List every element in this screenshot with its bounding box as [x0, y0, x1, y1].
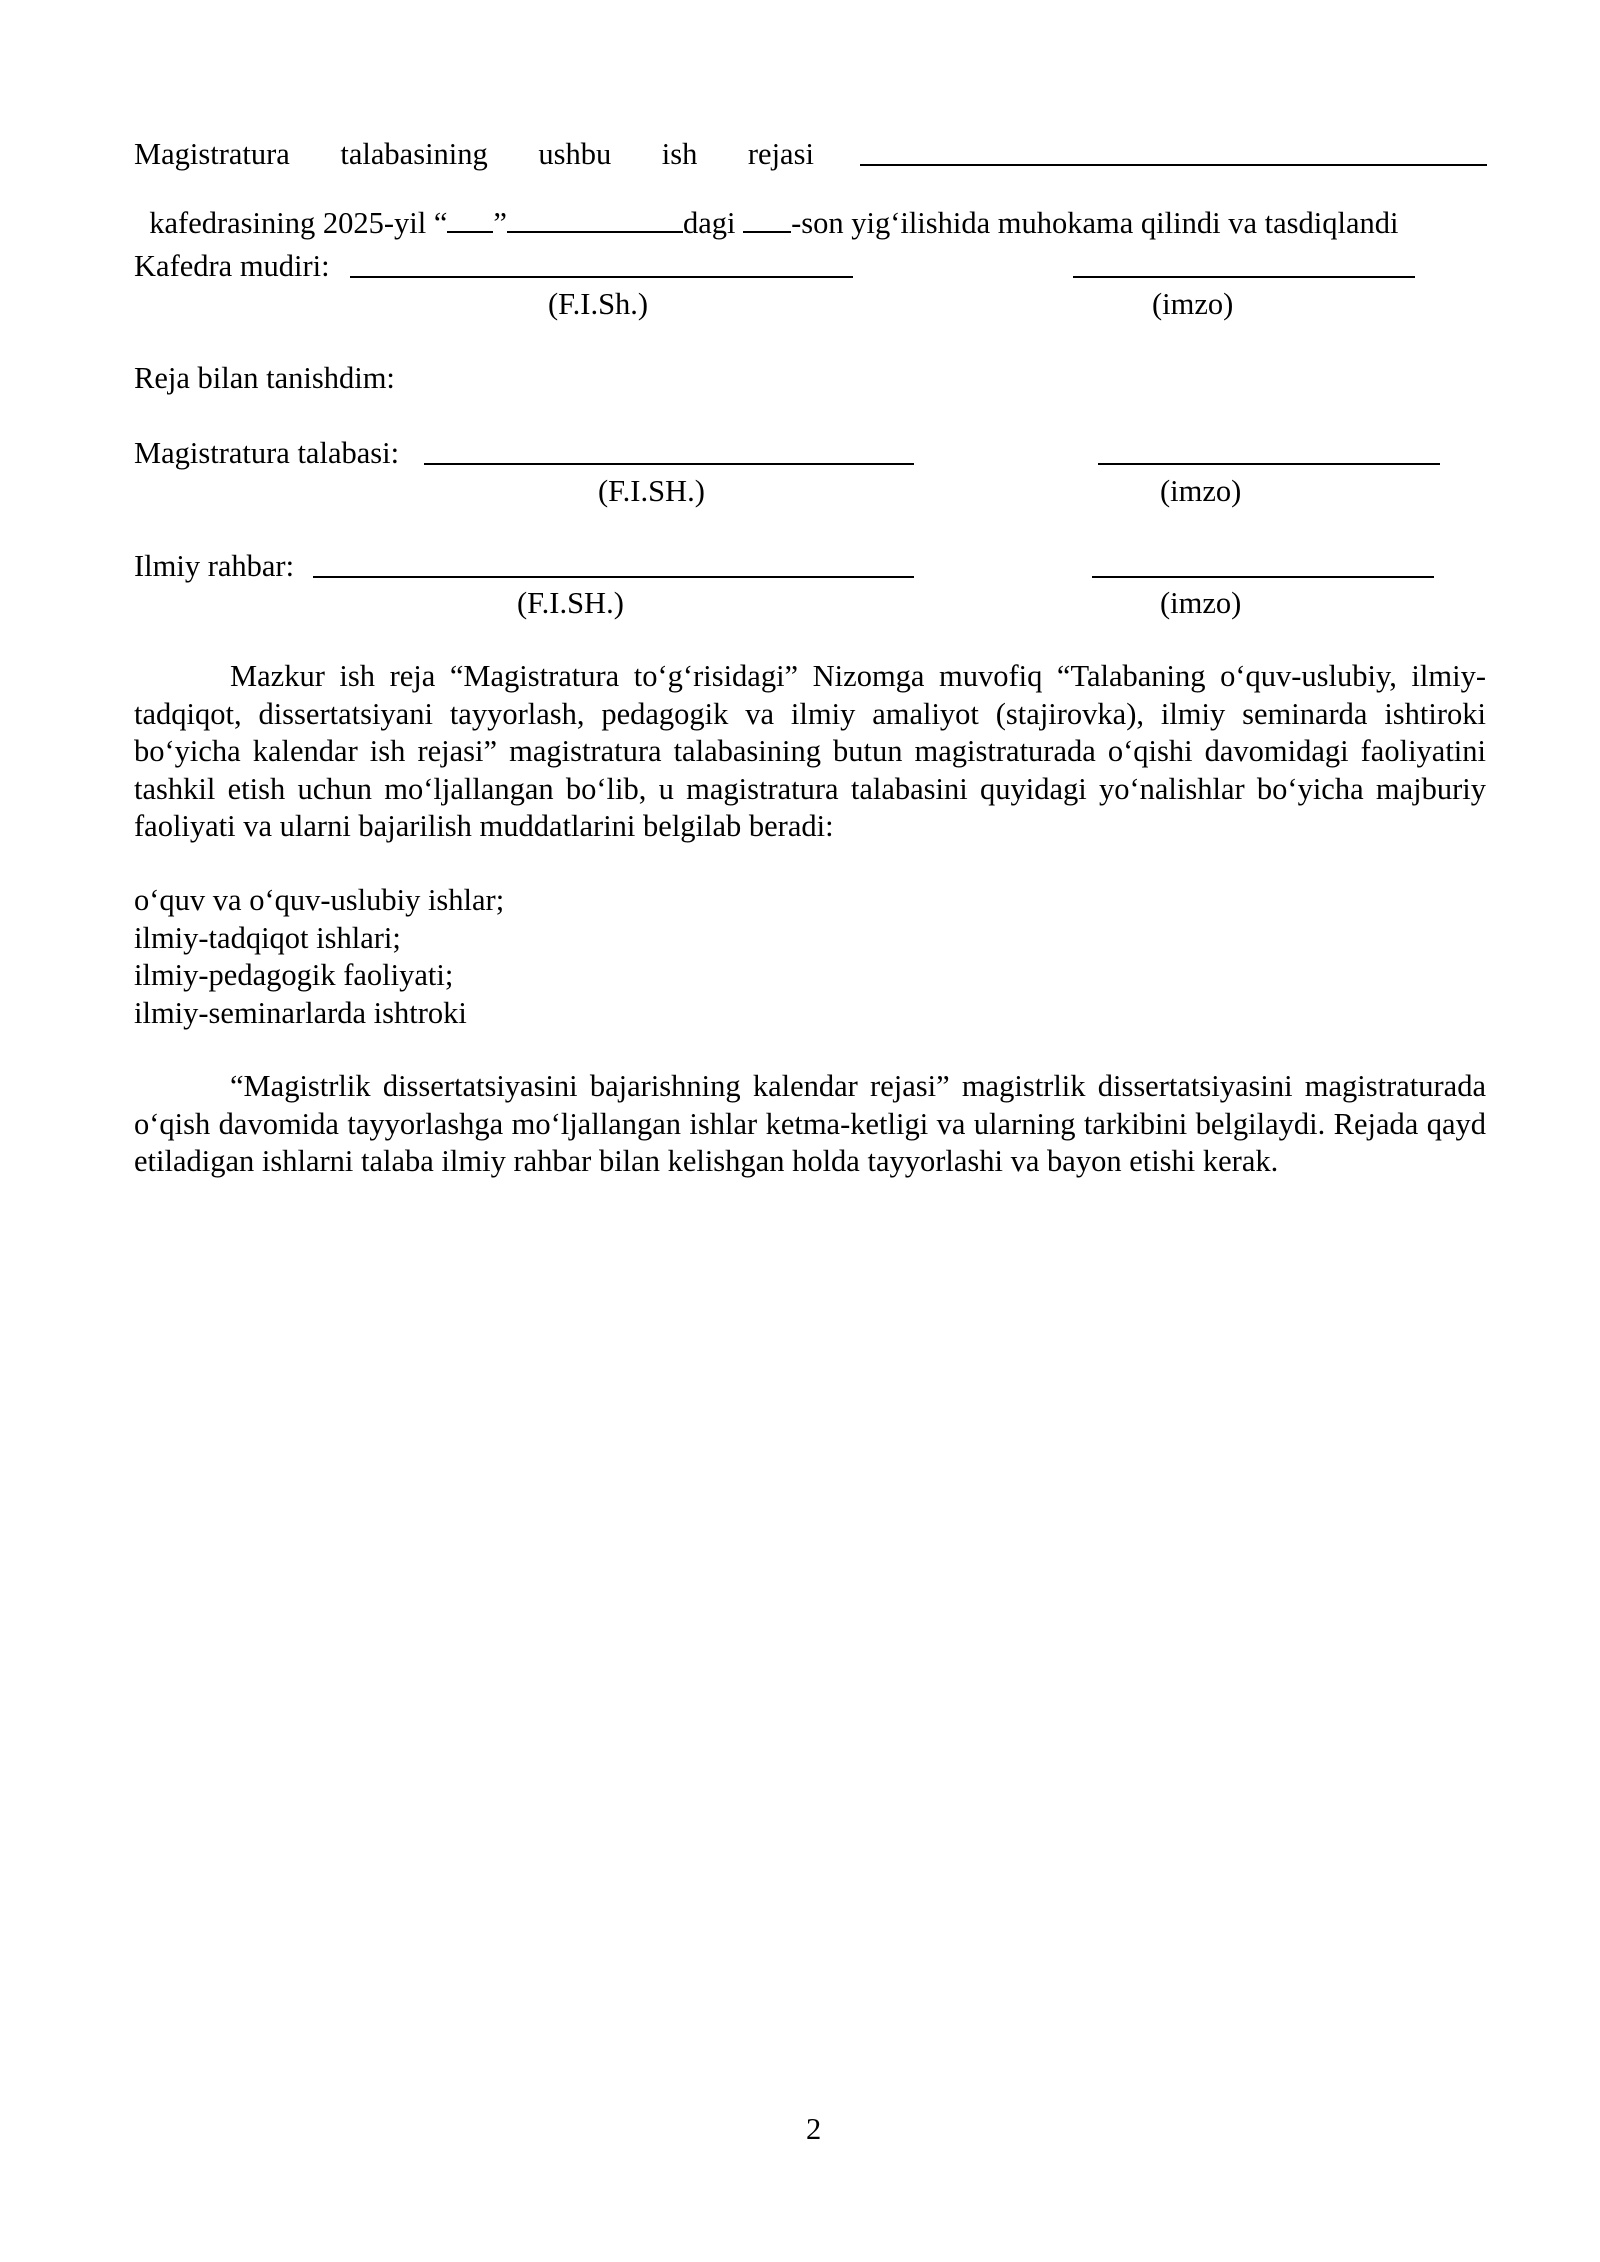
head-of-department-label: Kafedra mudiri: — [134, 249, 330, 283]
acquainted-label: Reja bilan tanishdim: — [134, 361, 395, 395]
advisor-label: Ilmiy rahbar: — [134, 549, 295, 583]
approval-word: ish — [661, 137, 698, 171]
student-signature-blank[interactable] — [1098, 463, 1440, 465]
page-number: 2 — [806, 2112, 822, 2146]
advisor-signature-blank[interactable] — [1092, 576, 1434, 578]
student-signature-caption: (imzo) — [1160, 474, 1242, 508]
approval-word: Magistratura — [134, 137, 290, 171]
approval-line2-year: kafedrasining 2025-yil “ — [149, 205, 448, 240]
head-name-blank[interactable] — [350, 276, 853, 278]
list-item: ilmiy-tadqiqot ishlari; — [134, 920, 401, 955]
dissertation-plan-paragraph: “Magistrlik dissertatsiyasini bajarishning kalendar rejasi” magistrlik dissertatsiyasini magistraturada o‘qish davomida tayyorlashga mo‘ljallangan ishlar ketma-ketligi va ularning tarkibini belgilaydi. Rejada qayd etiladigan ishlarni talaba ilmiy rahbar bilan kelishgan holda tayyorlashi va bayon etishi kerak. — [134, 1069, 1486, 1178]
head-signature-caption: (imzo) — [1152, 287, 1234, 321]
advisor-name-caption: (F.I.SH.) — [517, 586, 624, 620]
approval-line-1 — [134, 139, 814, 170]
department-name-blank[interactable] — [860, 164, 1487, 166]
list-item: ilmiy-pedagogik faoliyati; — [134, 958, 454, 992]
student-label: Magistratura talabasi: — [134, 436, 400, 470]
month-blank[interactable] — [507, 207, 683, 233]
head-signature-blank[interactable] — [1073, 276, 1415, 278]
approval-line2-rest: -son yig‘ilishida muhokama qilindi va tasdiqlandi — [791, 205, 1399, 240]
intro-paragraph: Mazkur ish reja “Magistratura to‘g‘risidagi” Nizomga muvofiq “Talabaning o‘quv-uslubiy, ilmiy-tadqiqot, dissertatsiyani tayyorlash, pedagogik va ilmiy amaliyot (stajirovka), ilmiy seminarda ishtiroki bo‘yicha kalendar ish rejasi” magistratura talabasining butun magistraturada o‘qishi davomidagi faoliyatini tashkil etish uchun mo‘ljallangan bo‘lib, u magistratura talabasini quyidagi yo‘nalishlar bo‘yicha majburiy faoliyati va ularni bajarilish muddatlarini belgilab beradi: — [134, 659, 1486, 843]
approval-word: rejasi — [747, 137, 814, 171]
approval-line2-dagi: dagi — [682, 205, 744, 240]
student-name-caption: (F.I.SH.) — [598, 474, 705, 508]
approval-word: ushbu — [538, 137, 612, 171]
approval-word: talabasining — [340, 137, 488, 171]
advisor-name-blank[interactable] — [313, 576, 914, 578]
advisor-signature-caption: (imzo) — [1160, 586, 1242, 620]
student-name-blank[interactable] — [424, 463, 914, 465]
approval-line2-quote: ” — [493, 205, 507, 240]
protocol-number-blank[interactable] — [743, 207, 791, 233]
list-item: ilmiy-seminarlarda ishtroki — [134, 995, 467, 1030]
head-name-caption: (F.I.Sh.) — [548, 287, 649, 321]
activity-list — [134, 882, 504, 1032]
approval-line-2 — [134, 176, 1398, 238]
list-item: o‘quv va o‘quv-uslubiy ishlar; — [134, 883, 505, 917]
day-blank[interactable] — [447, 207, 493, 233]
